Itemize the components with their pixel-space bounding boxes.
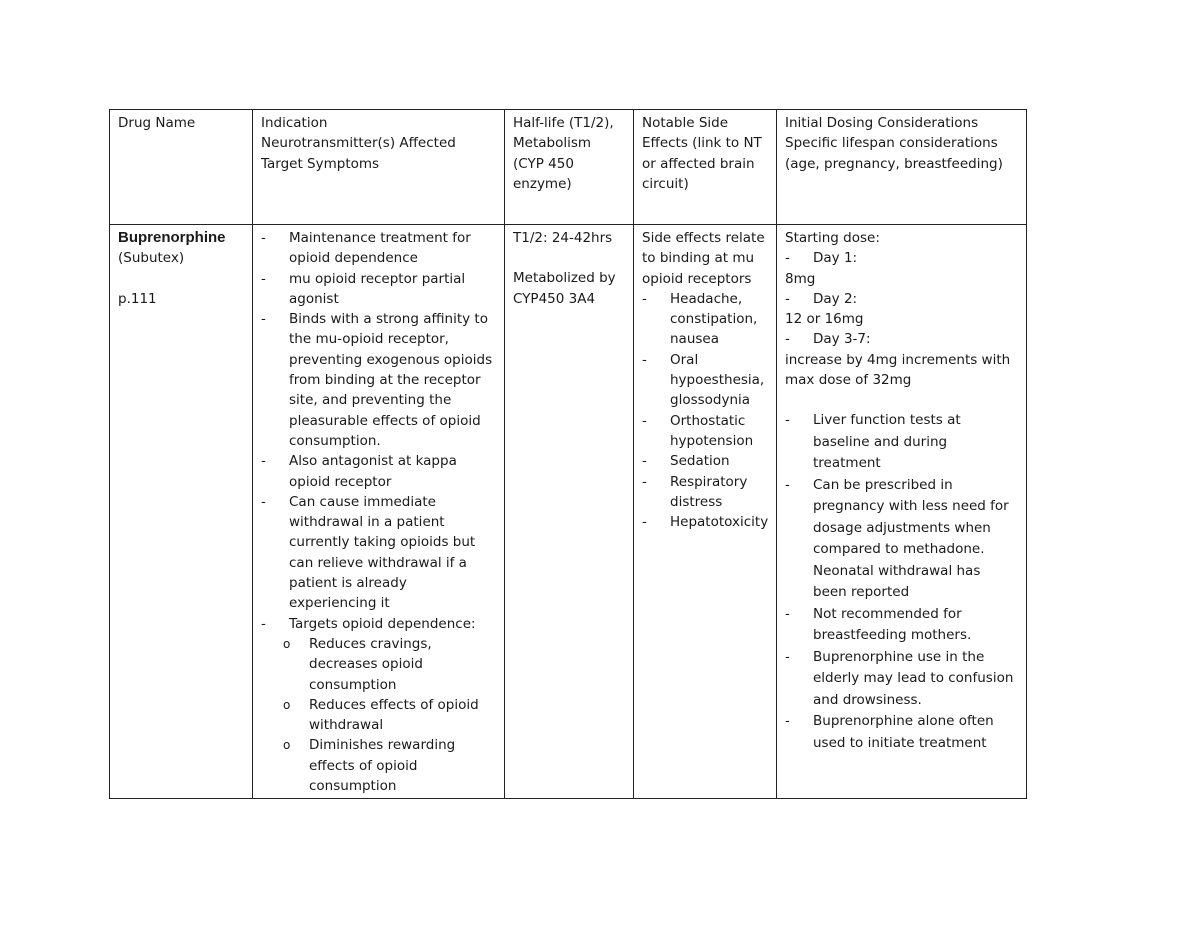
spacer xyxy=(785,390,1018,410)
drug-name: Buprenorphine xyxy=(118,229,226,246)
list-item xyxy=(261,614,496,797)
sub-list-item: o Reduces effects of opioid withdrawal xyxy=(261,695,496,736)
day37-label: - Day 3-7: xyxy=(785,329,1018,349)
day2-label: - Day 2: xyxy=(785,289,1018,309)
list-item: - Sedation xyxy=(642,451,768,471)
header-indication xyxy=(253,110,505,225)
list-item-label: Targets opioid dependence: xyxy=(289,615,476,632)
spacer xyxy=(118,269,244,289)
day1-label: - Day 1: xyxy=(785,248,1018,268)
list-item: - Respiratory distress xyxy=(642,472,768,513)
header-row xyxy=(110,110,1027,225)
header-drug-name xyxy=(110,110,253,225)
header-text: Specific lifespan considerations (age, pregnancy, breastfeeding) xyxy=(785,135,1003,172)
header-side-effects xyxy=(634,110,777,225)
list-item: - mu opioid receptor partial agonist xyxy=(261,269,496,310)
list-item: - Not recommended for breastfeeding mothers. xyxy=(785,604,1018,647)
list-item: - Buprenorphine alone often used to initiate treatment xyxy=(785,711,1018,754)
list-item: - Can be prescribed in pregnancy with less need for dosage adjustments when compared to methadone. Neonatal withdrawal has been reported xyxy=(785,475,1018,604)
half-life: T1/2: 24-42hrs xyxy=(513,230,613,246)
indication-list xyxy=(261,228,496,796)
header-text: Drug Name xyxy=(118,115,196,131)
sub-list-item: o Reduces cravings, decreases opioid consumption xyxy=(261,634,496,695)
header-text: Notable Side Effects (link to NT or affected brain circuit) xyxy=(642,115,762,192)
list-item: - Also antagonist at kappa opioid receptor xyxy=(261,451,496,492)
target-list xyxy=(261,634,496,796)
day1-value: 8mg xyxy=(785,270,816,287)
day37-value: increase by 4mg increments with max dose of 32mg xyxy=(785,351,1011,389)
day2-value: 12 or 16mg xyxy=(785,311,864,328)
list-item: - Binds with a strong affinity to the mu-opioid receptor, preventing exogenous opioids from binding at the receptor site, and preventing the pleasurable effects of opioid consumption. xyxy=(261,309,496,451)
list-item: - Can cause immediate withdrawal in a patient currently taking opioids but can relieve withdrawal if a patient is already experiencing it xyxy=(261,492,496,614)
header-half-life xyxy=(505,110,634,225)
brand-name: (Subutex) xyxy=(118,250,185,267)
drug-row xyxy=(110,225,1027,799)
drug-name-cell xyxy=(110,225,253,799)
half-life-cell xyxy=(505,225,634,799)
indication-cell xyxy=(253,225,505,799)
header-text: Half-life (T1/2), Metabolism (CYP 450 enzyme) xyxy=(513,115,614,192)
list-item: - Oral hypoesthesia, glossodynia xyxy=(642,350,768,411)
drug-table xyxy=(109,109,1027,799)
lifespan-list xyxy=(785,410,1018,754)
side-effects-cell xyxy=(634,225,777,799)
metabolism: Metabolized by CYP450 3A4 xyxy=(513,270,616,307)
sub-list-item: o Diminishes rewarding effects of opioid consumption xyxy=(261,735,496,796)
list-item: - Hepatotoxicity xyxy=(642,512,768,532)
header-text: Neurotransmitter(s) Affected xyxy=(261,135,456,152)
list-item: - Orthostatic hypotension xyxy=(642,411,768,452)
side-effects-intro: Side effects relate to binding at mu opioid receptors xyxy=(642,230,765,287)
header-text: Initial Dosing Considerations xyxy=(785,115,979,131)
page-reference: p.111 xyxy=(118,290,157,307)
list-item: - Maintenance treatment for opioid dependence xyxy=(261,228,496,269)
starting-dose-label: Starting dose: xyxy=(785,230,880,246)
header-text: Indication xyxy=(261,115,328,131)
side-effects-list xyxy=(642,289,768,533)
list-item: - Liver function tests at baseline and during treatment xyxy=(785,410,1018,475)
spacer xyxy=(513,248,625,268)
list-item: - Buprenorphine use in the elderly may lead to confusion and drowsiness. xyxy=(785,647,1018,712)
list-item: - Headache, constipation, nausea xyxy=(642,289,768,350)
dosing-cell xyxy=(777,225,1027,799)
header-text: Target Symptoms xyxy=(261,155,380,172)
header-dosing xyxy=(777,110,1027,225)
